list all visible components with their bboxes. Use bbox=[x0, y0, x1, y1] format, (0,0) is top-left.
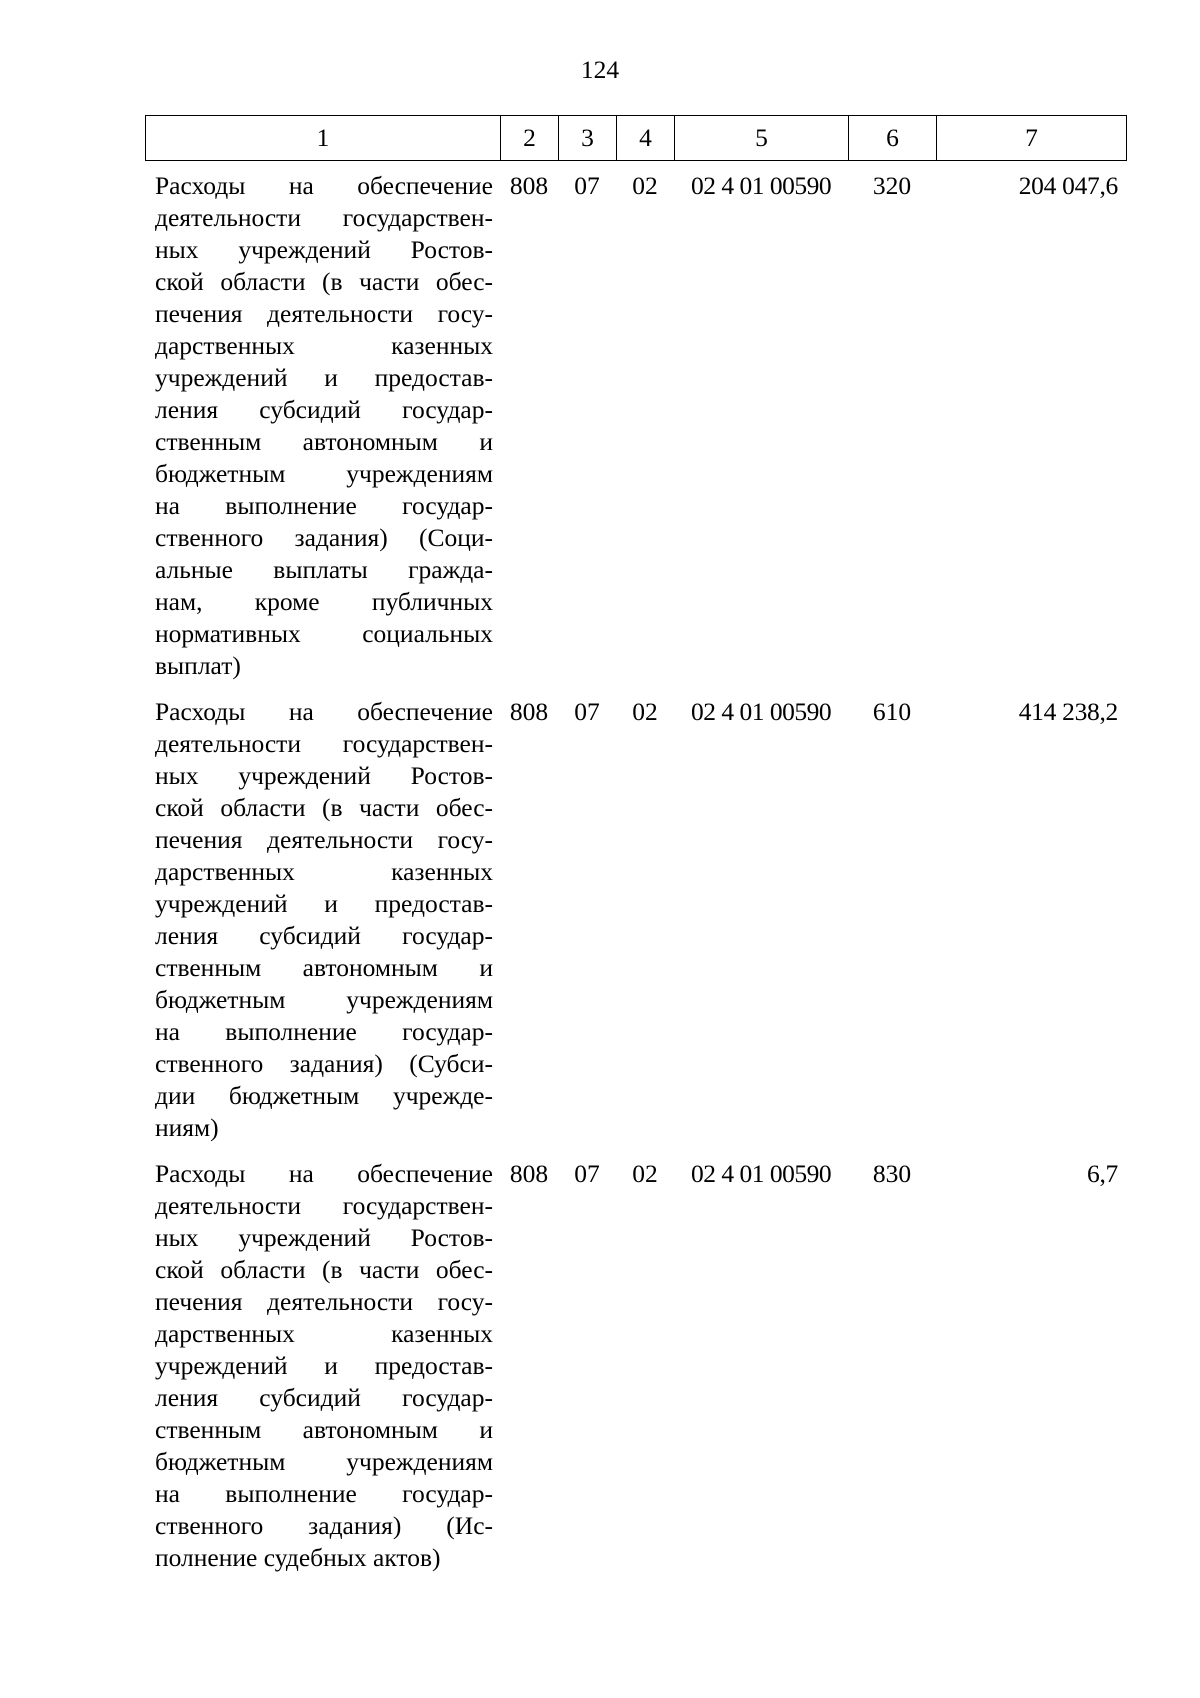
description-line: учреждений и предостав- bbox=[155, 363, 493, 392]
cell-subsection: 02 bbox=[632, 171, 658, 200]
description-line: деятельности государствен- bbox=[155, 729, 493, 758]
header-col-5: 5 bbox=[675, 116, 849, 161]
description-line: учреждений и предостав- bbox=[155, 889, 493, 918]
cell-amount: 414 238,2 bbox=[1018, 697, 1118, 726]
cell-ministry-code: 808 bbox=[509, 1159, 549, 1188]
description-line: ской области (в части обес- bbox=[155, 793, 493, 822]
description-line: ных учреждений Ростов- bbox=[155, 761, 493, 790]
description-line: деятельности государствен- bbox=[155, 203, 493, 232]
description-line: альные выплаты гражда- bbox=[155, 555, 493, 584]
description-line: дии бюджетным учрежде- bbox=[155, 1081, 493, 1110]
description-line: ления субсидий государ- bbox=[155, 921, 493, 950]
header-col-3: 3 bbox=[559, 116, 617, 161]
cell-expense-type: 830 bbox=[872, 1159, 912, 1188]
description-line: ных учреждений Ростов- bbox=[155, 235, 493, 264]
description-line: ственным автономным и bbox=[155, 953, 493, 982]
description-line: печения деятельности госу- bbox=[155, 825, 493, 854]
description-line: учреждений и предостав- bbox=[155, 1351, 493, 1380]
description-line: Расходы на обеспечение bbox=[155, 697, 493, 726]
description-line: ственным автономным и bbox=[155, 1415, 493, 1444]
row-description bbox=[155, 1158, 493, 1574]
description-line: полнение судебных актов) bbox=[155, 1543, 441, 1572]
cell-ministry-code: 808 bbox=[509, 171, 549, 200]
header-col-6: 6 bbox=[849, 116, 937, 161]
cell-section: 07 bbox=[574, 1159, 600, 1188]
description-line: ления субсидий государ- bbox=[155, 395, 493, 424]
row-description bbox=[155, 696, 493, 1144]
cell-target-article: 02 4 01 00590 bbox=[690, 171, 832, 200]
cell-ministry-code: 808 bbox=[509, 697, 549, 726]
description-line: ской области (в части обес- bbox=[155, 1255, 493, 1284]
header-col-7: 7 bbox=[937, 116, 1127, 161]
description-line: ления субсидий государ- bbox=[155, 1383, 493, 1412]
description-line: выплат) bbox=[155, 651, 241, 680]
description-line: ных учреждений Ростов- bbox=[155, 1223, 493, 1252]
cell-amount: 6,7 bbox=[1087, 1159, 1118, 1188]
description-line: нам, кроме публичных bbox=[155, 587, 493, 616]
description-line: бюджетным учреждениям bbox=[155, 985, 493, 1014]
description-line: дарственных казенных bbox=[155, 857, 493, 886]
cell-target-article: 02 4 01 00590 bbox=[690, 1159, 832, 1188]
description-line: бюджетным учреждениям bbox=[155, 459, 493, 488]
row-description bbox=[155, 170, 493, 682]
description-line: деятельности государствен- bbox=[155, 1191, 493, 1220]
description-line: на выполнение государ- bbox=[155, 491, 493, 520]
header-col-2: 2 bbox=[501, 116, 559, 161]
description-line: на выполнение государ- bbox=[155, 1479, 493, 1508]
description-line: Расходы на обеспечение bbox=[155, 171, 493, 200]
description-line: нормативных социальных bbox=[155, 619, 493, 648]
cell-subsection: 02 bbox=[632, 697, 658, 726]
header-col-1: 1 bbox=[146, 116, 501, 161]
cell-subsection: 02 bbox=[632, 1159, 658, 1188]
description-line: ственного задания) (Субси- bbox=[155, 1049, 493, 1078]
description-line: ственного задания) (Ис- bbox=[155, 1511, 493, 1540]
description-line: дарственных казенных bbox=[155, 1319, 493, 1348]
description-line: дарственных казенных bbox=[155, 331, 493, 360]
column-number-header bbox=[145, 115, 1127, 161]
cell-target-article: 02 4 01 00590 bbox=[690, 697, 832, 726]
description-line: ниям) bbox=[155, 1113, 219, 1142]
description-line: ственным автономным и bbox=[155, 427, 493, 456]
cell-amount: 204 047,6 bbox=[1018, 171, 1118, 200]
description-line: ственного задания) (Соци- bbox=[155, 523, 493, 552]
cell-section: 07 bbox=[574, 171, 600, 200]
page-number: 124 bbox=[580, 55, 620, 84]
description-line: ской области (в части обес- bbox=[155, 267, 493, 296]
description-line: бюджетным учреждениям bbox=[155, 1447, 493, 1476]
description-line: на выполнение государ- bbox=[155, 1017, 493, 1046]
cell-expense-type: 610 bbox=[872, 697, 912, 726]
description-line: Расходы на обеспечение bbox=[155, 1159, 493, 1188]
header-col-4: 4 bbox=[617, 116, 675, 161]
description-line: печения деятельности госу- bbox=[155, 1287, 493, 1316]
cell-section: 07 bbox=[574, 697, 600, 726]
cell-expense-type: 320 bbox=[872, 171, 912, 200]
description-line: печения деятельности госу- bbox=[155, 299, 493, 328]
